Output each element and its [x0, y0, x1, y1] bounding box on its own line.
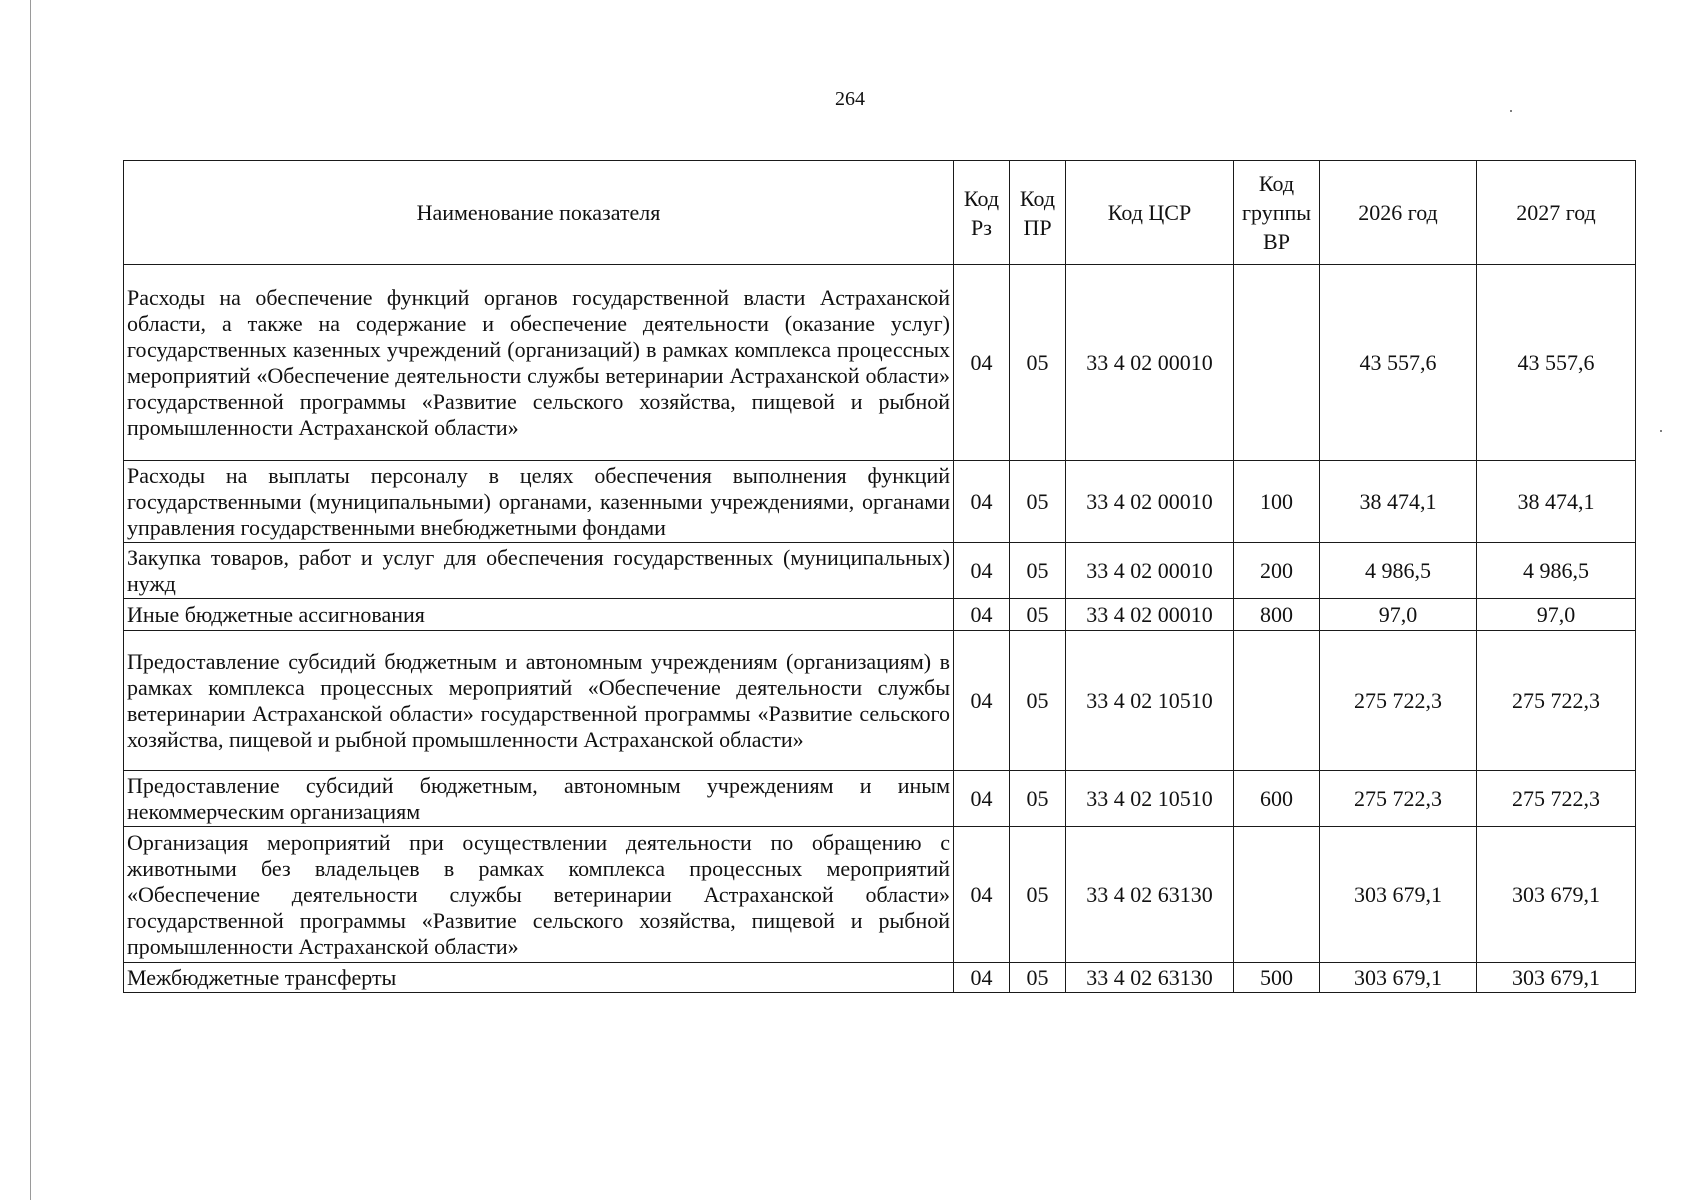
row-name: Расходы на обеспечение функций органов государственной власти Астраханской области, а также на содержание и обеспечение деятельности (оказание услуг) государственных казенных учреждений (организаций) в рамках комплекса процессных мероприятий «Обеспечение деятельности службы ветеринарии Астраханской области» государственной программы «Развитие сельского хозяйства, пищевой и рыбной промышленности Астраханской области»	[124, 265, 954, 461]
page-number: 264	[835, 88, 865, 110]
row-vr	[1234, 827, 1320, 963]
table-row	[124, 827, 1636, 963]
scan-speck	[1660, 430, 1662, 432]
row-2027: 303 679,1	[1477, 963, 1636, 993]
row-2027: 43 557,6	[1477, 265, 1636, 461]
row-2026: 38 474,1	[1320, 461, 1477, 543]
row-name: Организация мероприятий при осуществлении деятельности по обращению с животными без владельцев в рамках комплекса процессных мероприятий «Обеспечение деятельности службы ветеринарии Астраханской области» государственной программы «Развитие сельского хозяйства, пищевой и рыбной промышленности Астраханской области»	[124, 827, 954, 963]
row-rz: 04	[954, 543, 1010, 599]
row-name: Иные бюджетные ассигнования	[124, 599, 954, 631]
row-name: Предоставление субсидий бюджетным, автономным учреждениям и иным некоммерческим организациям	[124, 771, 954, 827]
table-row	[124, 631, 1636, 771]
row-csr: 33 4 02 00010	[1066, 265, 1234, 461]
header-name: Наименование показателя	[124, 161, 954, 265]
row-csr: 33 4 02 63130	[1066, 963, 1234, 993]
row-csr: 33 4 02 00010	[1066, 461, 1234, 543]
table-header-row	[124, 161, 1636, 265]
row-2026: 43 557,6	[1320, 265, 1477, 461]
row-2026: 303 679,1	[1320, 963, 1477, 993]
row-pr: 05	[1010, 827, 1066, 963]
row-pr: 05	[1010, 461, 1066, 543]
row-pr: 05	[1010, 631, 1066, 771]
row-csr: 33 4 02 00010	[1066, 543, 1234, 599]
row-pr: 05	[1010, 543, 1066, 599]
row-csr: 33 4 02 63130	[1066, 827, 1234, 963]
row-2027: 38 474,1	[1477, 461, 1636, 543]
row-name: Закупка товаров, работ и услуг для обеспечения государственных (муниципальных) нужд	[124, 543, 954, 599]
row-name: Межбюджетные трансферты	[124, 963, 954, 993]
row-csr: 33 4 02 00010	[1066, 599, 1234, 631]
row-2026: 97,0	[1320, 599, 1477, 631]
table-row	[124, 963, 1636, 993]
row-2027: 275 722,3	[1477, 771, 1636, 827]
row-pr: 05	[1010, 265, 1066, 461]
header-rz: Код Рз	[954, 161, 1010, 265]
row-csr: 33 4 02 10510	[1066, 631, 1234, 771]
scan-left-edge	[30, 0, 31, 1200]
row-pr: 05	[1010, 771, 1066, 827]
row-pr: 05	[1010, 599, 1066, 631]
row-csr: 33 4 02 10510	[1066, 771, 1234, 827]
table-row	[124, 771, 1636, 827]
row-vr: 100	[1234, 461, 1320, 543]
row-2027: 97,0	[1477, 599, 1636, 631]
header-pr: Код ПР	[1010, 161, 1066, 265]
row-2026: 303 679,1	[1320, 827, 1477, 963]
row-vr: 600	[1234, 771, 1320, 827]
row-rz: 04	[954, 265, 1010, 461]
header-vr: Код группы ВР	[1234, 161, 1320, 265]
row-2027: 4 986,5	[1477, 543, 1636, 599]
row-rz: 04	[954, 771, 1010, 827]
row-rz: 04	[954, 599, 1010, 631]
table-row	[124, 461, 1636, 543]
row-2027: 275 722,3	[1477, 631, 1636, 771]
row-pr: 05	[1010, 963, 1066, 993]
row-rz: 04	[954, 963, 1010, 993]
row-2027: 303 679,1	[1477, 827, 1636, 963]
row-rz: 04	[954, 461, 1010, 543]
row-vr	[1234, 631, 1320, 771]
table-row	[124, 543, 1636, 599]
table-row	[124, 599, 1636, 631]
scan-speck	[1510, 110, 1512, 112]
row-name: Предоставление субсидий бюджетным и автономным учреждениям (организациям) в рамках комплекса процессных мероприятий «Обеспечение деятельности службы ветеринарии Астраханской области» государственной программы «Развитие сельского хозяйства, пищевой и рыбной промышленности Астраханской области»	[124, 631, 954, 771]
row-vr: 800	[1234, 599, 1320, 631]
table-row	[124, 265, 1636, 461]
row-2026: 275 722,3	[1320, 631, 1477, 771]
row-2026: 4 986,5	[1320, 543, 1477, 599]
budget-table	[123, 160, 1636, 993]
row-vr	[1234, 265, 1320, 461]
header-2027: 2027 год	[1477, 161, 1636, 265]
header-2026: 2026 год	[1320, 161, 1477, 265]
row-vr: 200	[1234, 543, 1320, 599]
row-2026: 275 722,3	[1320, 771, 1477, 827]
row-rz: 04	[954, 631, 1010, 771]
row-rz: 04	[954, 827, 1010, 963]
row-name: Расходы на выплаты персоналу в целях обеспечения выполнения функций государственными (муниципальными) органами, казенными учреждениями, органами управления государственными внебюджетными фондами	[124, 461, 954, 543]
row-vr: 500	[1234, 963, 1320, 993]
header-csr: Код ЦСР	[1066, 161, 1234, 265]
